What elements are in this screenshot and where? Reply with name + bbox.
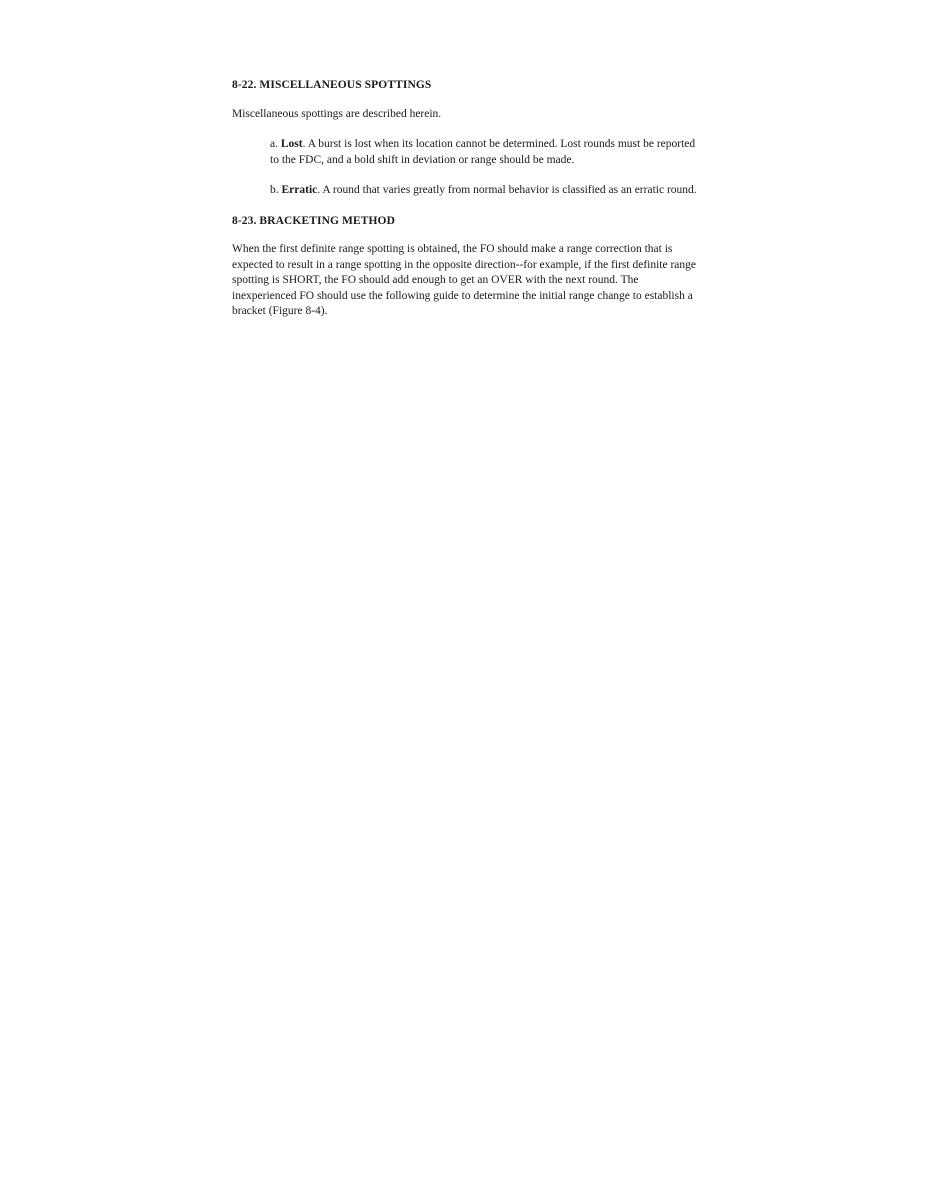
list-item-erratic — [270, 183, 702, 199]
document-page — [232, 78, 702, 335]
term-lost: Lost — [280, 138, 303, 150]
list-item-lost — [270, 137, 702, 168]
list-item-prefix: a. — [270, 138, 281, 150]
list-item-text: . A round that varies greatly from normal behavior is classified as an erratic round. — [317, 184, 697, 196]
term-erratic: Erratic — [281, 184, 318, 196]
section-intro-paragraph: Miscellaneous spottings are described herein. — [232, 107, 442, 120]
section-heading-miscellaneous-spottings: 8-22. MISCELLANEOUS SPOTTINGS — [232, 79, 432, 91]
list-item-text: . A burst is lost when its location cannot be determined. Lost rounds must be reported to the FDC, and a bold shift in deviation or range should be made. — [270, 138, 696, 166]
section-heading-bracketing-method: 8-23. BRACKETING METHOD — [232, 214, 395, 227]
list-item-prefix: b. — [270, 184, 282, 196]
bracketing-method-paragraph: When the first definite range spotting is obtained, the FO should make a range correction that is expected to result in a range spotting in the opposite direction--for example, if the first definite range spotting is SHORT, the FO should add enough to get an OVER with the next round. The inexperienced FO should use the following guide to determine the initial range change to establish a bracket (Figure 8-4). — [232, 243, 696, 317]
